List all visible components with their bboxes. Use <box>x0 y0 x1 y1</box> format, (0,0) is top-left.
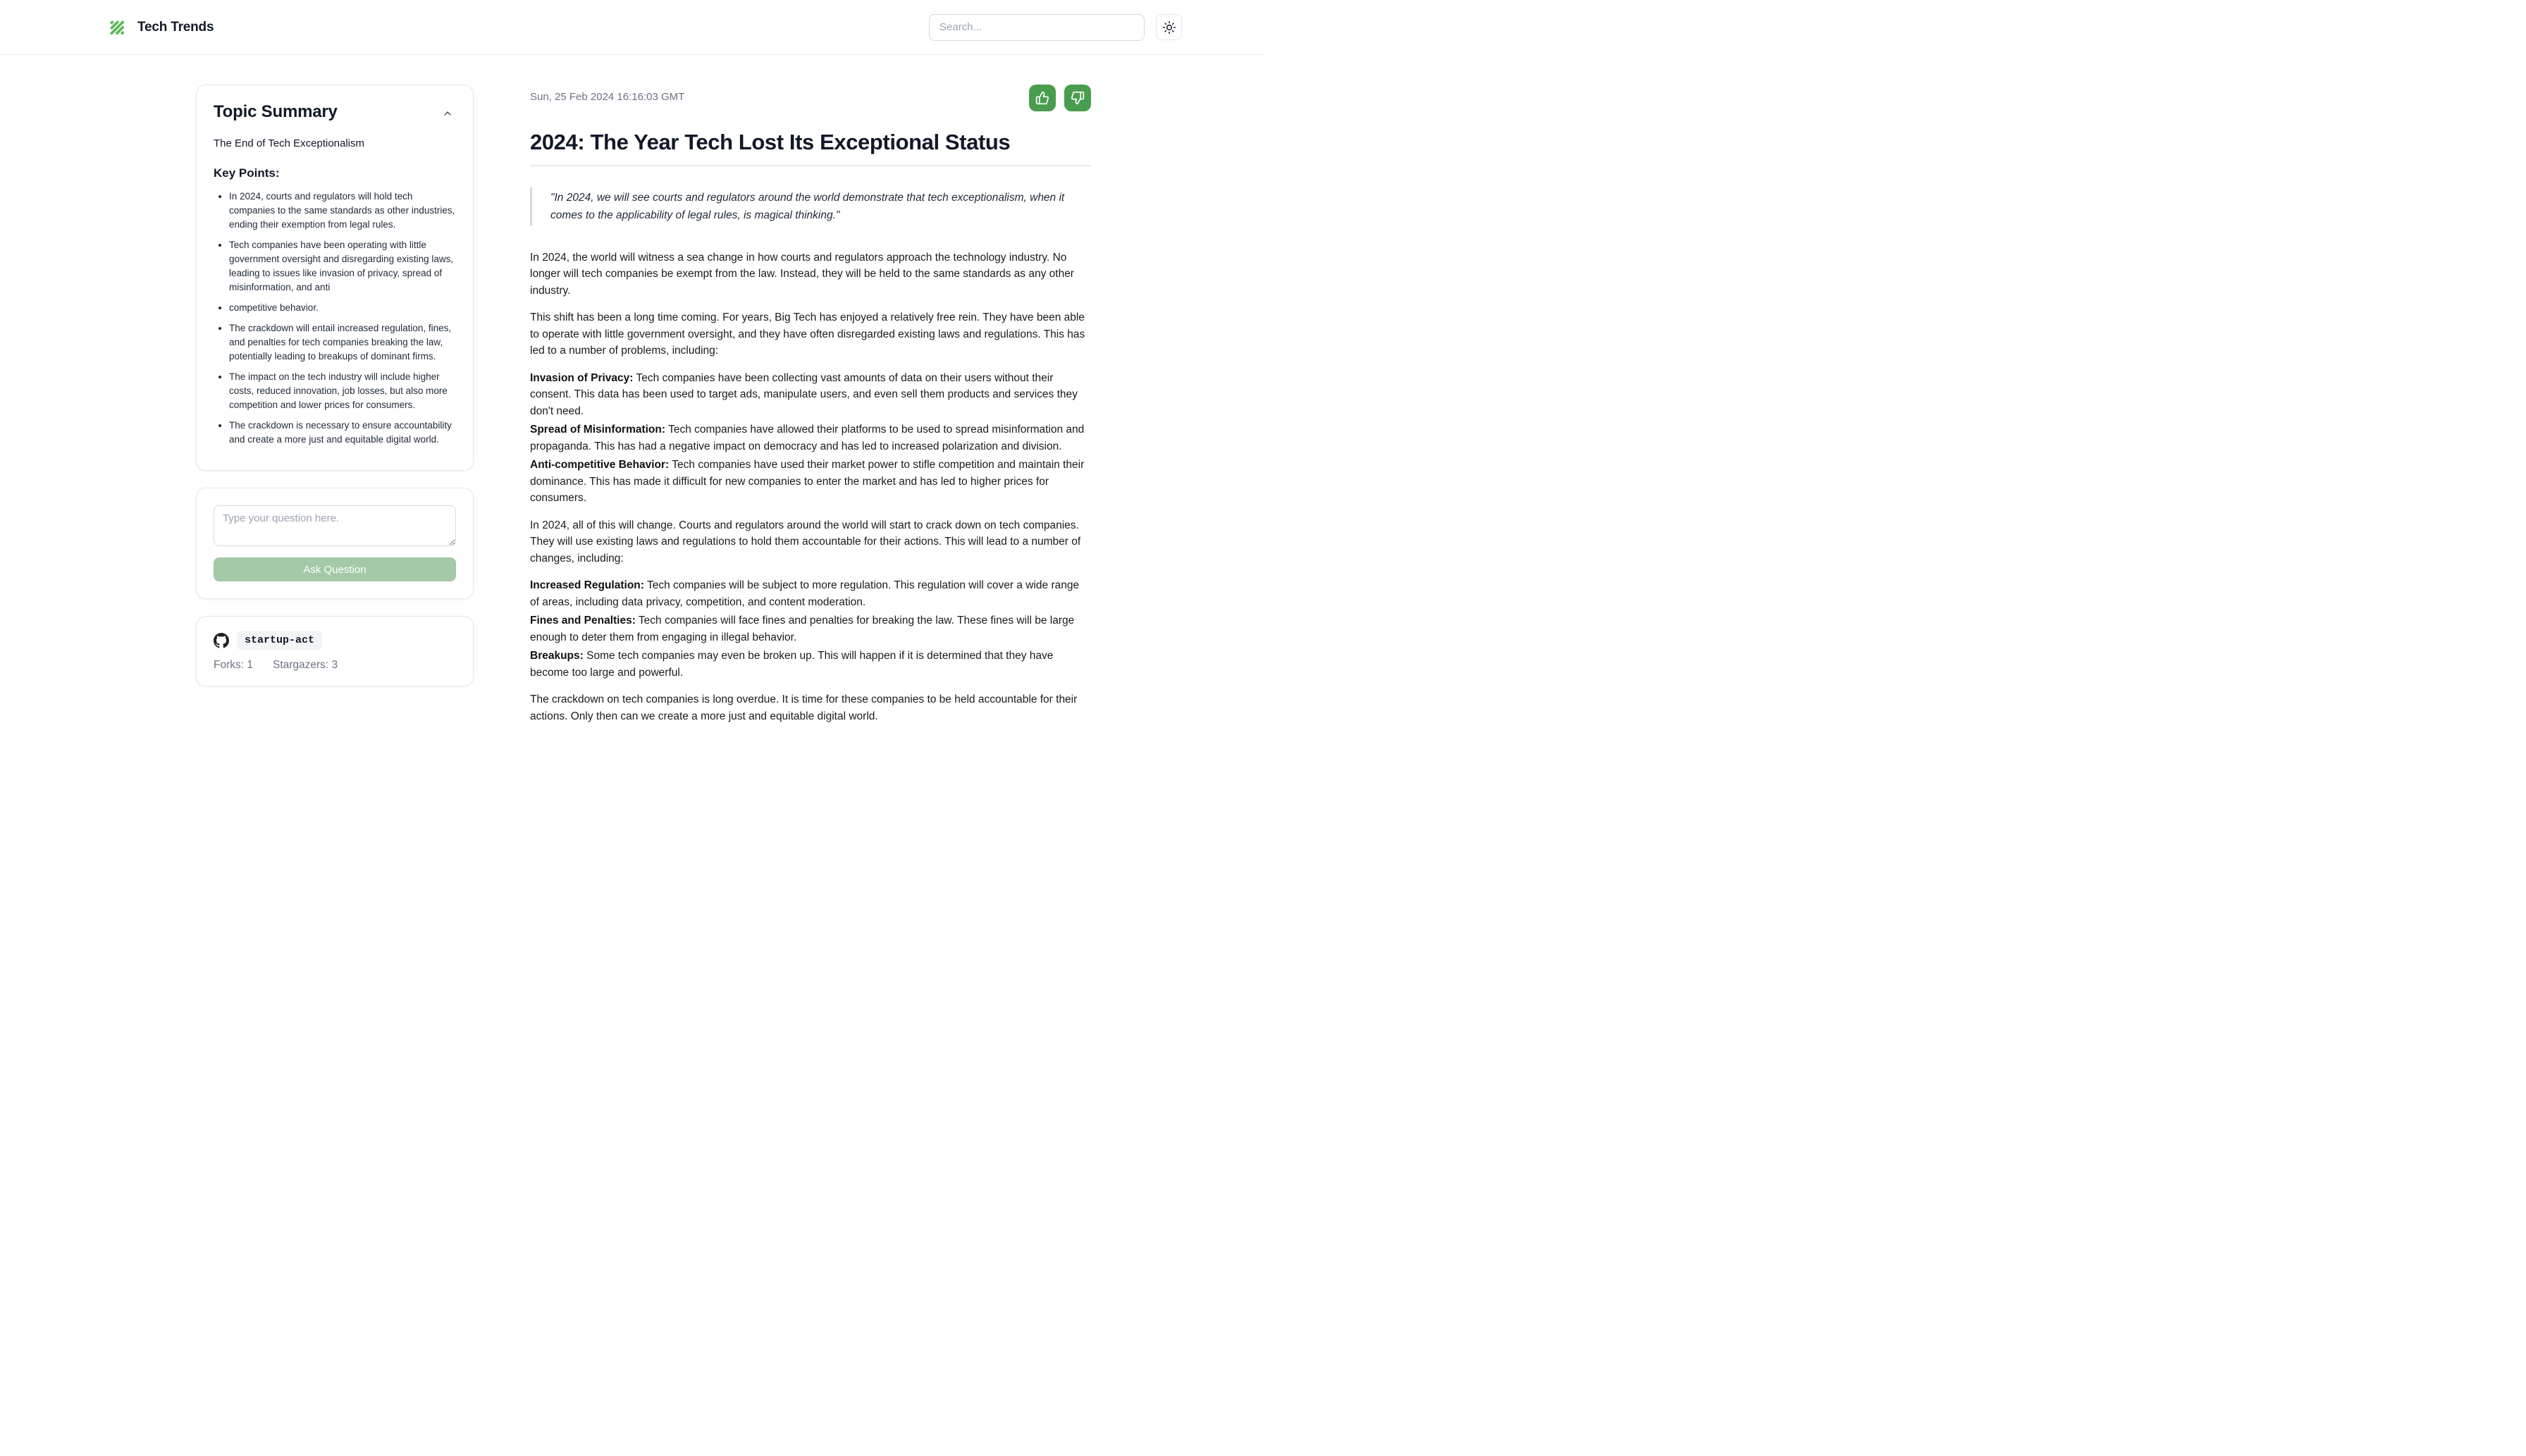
thumbs-up-icon <box>1035 91 1049 105</box>
tech-trends-logo-icon <box>104 15 130 40</box>
sun-icon <box>1162 20 1176 35</box>
change-item <box>530 612 1091 646</box>
theme-toggle-button[interactable] <box>1156 14 1182 40</box>
ask-question-card <box>196 488 474 599</box>
problem-item <box>530 421 1091 455</box>
thumbs-up-button[interactable] <box>1029 85 1056 111</box>
repo-stargazers: Stargazers: 3 <box>272 659 338 671</box>
ask-question-button[interactable]: Ask Question <box>214 557 456 581</box>
app-header <box>0 0 1263 55</box>
article-quote: "In 2024, we will see courts and regulators around the world demonstrate that tech exceptionalism, when it comes to the applicability of legal rules, is magical thinking." <box>530 187 1091 226</box>
article-paragraph: The crackdown on tech companies is long overdue. It is time for these companies to be held accountable for their actions. Only then can we create a more just and equitable digital world. <box>530 693 1078 722</box>
key-point: • competitive behavior. <box>229 301 456 315</box>
brand[interactable] <box>104 15 214 40</box>
vote-buttons <box>1029 85 1091 111</box>
header-actions <box>929 14 1182 41</box>
article <box>530 85 1091 728</box>
key-point: • In 2024, courts and regulators will hold tech companies to the same standards as other industries, ending their exemption from legal rules. <box>229 190 456 232</box>
sidebar <box>196 85 474 703</box>
key-points-list <box>214 190 456 447</box>
changes-list <box>530 577 1091 681</box>
github-icon <box>214 633 229 648</box>
change-label: Fines and Penalties: <box>530 615 636 627</box>
key-points-label: Key Points: <box>214 166 280 180</box>
key-point: • The crackdown is necessary to ensure accountability and create a more just and equitable digital world. <box>229 419 456 447</box>
brand-name: Tech Trends <box>137 19 214 35</box>
title-divider <box>530 165 1091 166</box>
change-text: Some tech companies may even be broken up. This will happen if it is determined that they have become too large and powerful. <box>530 650 1054 679</box>
topic-summary-title: Topic Summary <box>214 102 338 121</box>
question-input[interactable] <box>214 505 456 546</box>
key-point: • The crackdown will entail increased regulation, fines, and penalties for tech companies breaking the law, potentially leading to breakups of dominant firms. <box>229 321 456 364</box>
topic-subtitle: The End of Tech Exceptionalism <box>214 137 365 149</box>
repo-forks: Forks: 1 <box>214 659 253 671</box>
article-paragraph: This shift has been a long time coming. For years, Big Tech has enjoyed a relatively free rein. They have been able to operate with little government oversight, and they have often disregarded existing laws and regulations. This has led to a number of problems, including: <box>530 311 1085 357</box>
problems-list <box>530 370 1091 507</box>
collapse-summary-button[interactable] <box>439 105 456 122</box>
chevron-up-icon <box>442 108 453 119</box>
thumbs-down-icon <box>1071 91 1085 105</box>
problem-label: Spread of Misinformation: <box>530 424 666 436</box>
problem-text: Tech companies have allowed their platforms to be used to spread misinformation and propaganda. This has had a negative impact on democracy and has led to increased polarization and division. <box>530 424 1085 452</box>
change-text: Tech companies will face fines and penalties for breaking the law. These fines will be large enough to deter them from engaging in illegal behavior. <box>530 615 1075 643</box>
article-date: Sun, 25 Feb 2024 16:16:03 GMT <box>530 91 685 103</box>
key-point: • Tech companies have been operating with little government oversight and disregarding existing laws, leading to issues like invasion of privacy, spread of misinformation, and anti <box>229 238 456 295</box>
problem-item <box>530 457 1091 507</box>
change-item <box>530 577 1091 610</box>
topic-summary-card <box>196 85 474 471</box>
search-input[interactable] <box>929 14 1145 41</box>
change-item <box>530 648 1091 681</box>
change-label: Increased Regulation: <box>530 579 644 592</box>
page <box>0 0 1263 728</box>
problem-text: Tech companies have used their market power to stifle competition and maintain their dominance. This has made it difficult for new companies to enter the market and has led to higher prices for consumers. <box>530 459 1085 505</box>
article-paragraph: In 2024, the world will witness a sea change in how courts and regulators approach the technology industry. No longer will tech companies be exempt from the law. Instead, they will be held to the same standards as any other industry. <box>530 251 1074 297</box>
repo-name-chip[interactable]: startup-act <box>237 631 322 650</box>
problem-label: Invasion of Privacy: <box>530 371 634 384</box>
problem-item <box>530 370 1091 420</box>
problem-label: Anti-competitive Behavior: <box>530 459 670 471</box>
article-title: 2024: The Year Tech Lost Its Exceptional Status <box>530 130 1011 154</box>
thumbs-down-button[interactable] <box>1064 85 1091 111</box>
change-label: Breakups: <box>530 650 584 662</box>
change-text: Tech companies will be subject to more regulation. This regulation will cover a wide range of areas, including data privacy, competition, and content moderation. <box>530 579 1080 608</box>
problem-text: Tech companies have been collecting vast amounts of data on their users without their consent. This data has been used to target ads, manipulate users, and even sell them products and services they don't need. <box>530 371 1078 417</box>
github-repo-card <box>196 616 474 686</box>
key-point: • The impact on the tech industry will include higher costs, reduced innovation, job losses, but also more competition and lower prices for consumers. <box>229 370 456 412</box>
article-paragraph: In 2024, all of this will change. Courts and regulators around the world will start to crack down on tech companies. They will use existing laws and regulations to hold them accountable for their actions. This will lead to a number of changes, including: <box>530 519 1081 564</box>
